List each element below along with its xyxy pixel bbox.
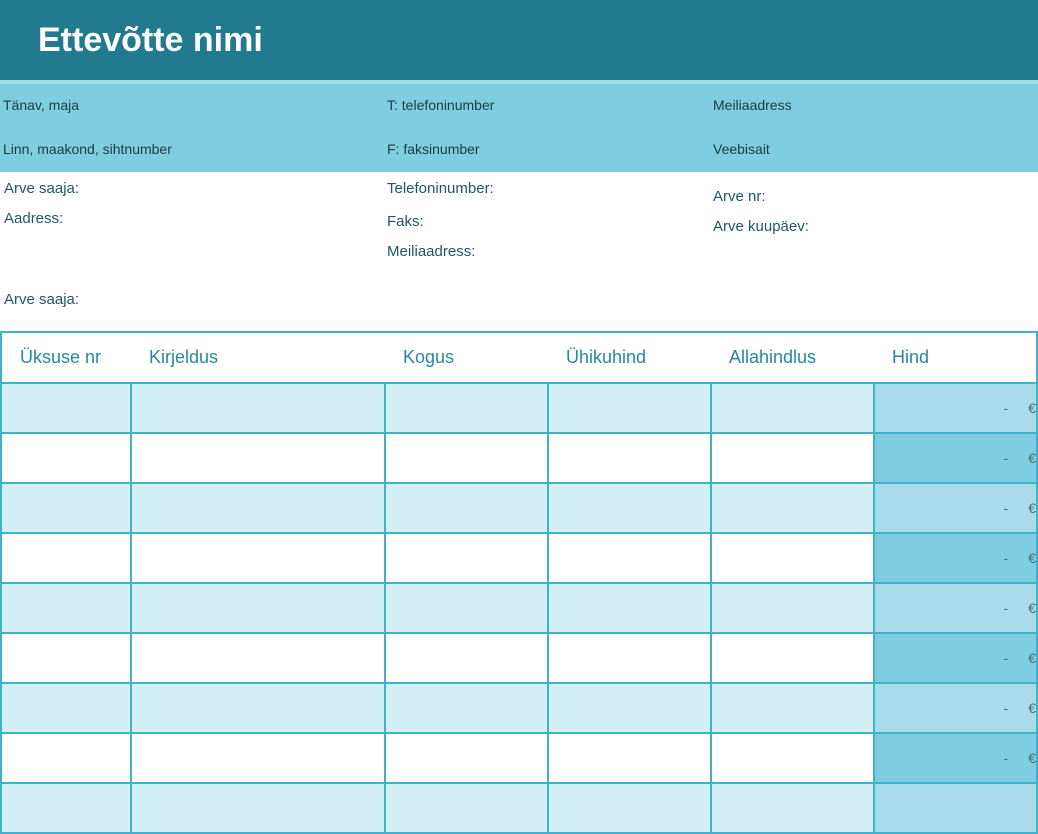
- email-address[interactable]: Meiliaadress: [713, 97, 792, 113]
- cell-quantity[interactable]: [385, 733, 548, 783]
- table-row: [1, 683, 1037, 733]
- currency-symbol: €: [1028, 650, 1036, 666]
- price-value: -: [1003, 550, 1009, 566]
- cell-quantity[interactable]: [385, 633, 548, 683]
- cell-description[interactable]: [131, 583, 385, 633]
- company-header: [0, 0, 1038, 80]
- cell-unit-price[interactable]: [548, 433, 711, 483]
- price-value: -: [1003, 650, 1009, 666]
- cell-price[interactable]: [874, 433, 1037, 483]
- cell-quantity[interactable]: [385, 533, 548, 583]
- cell-price[interactable]: [874, 733, 1037, 783]
- cell-discount[interactable]: [711, 733, 874, 783]
- currency-symbol: €: [1028, 750, 1036, 766]
- table-row: [1, 783, 1037, 833]
- website[interactable]: Veebisait: [713, 141, 770, 157]
- cell-unit-price[interactable]: [548, 683, 711, 733]
- cell-unit-price[interactable]: [548, 733, 711, 783]
- cell-description[interactable]: [131, 483, 385, 533]
- phone-number[interactable]: T: telefoninumber: [387, 97, 495, 113]
- cell-item-number[interactable]: [1, 583, 131, 633]
- cell-discount[interactable]: [711, 383, 874, 433]
- table-row: [1, 433, 1037, 483]
- cell-quantity[interactable]: [385, 583, 548, 633]
- cell-quantity[interactable]: [385, 383, 548, 433]
- cell-discount[interactable]: [711, 683, 874, 733]
- invoice-items-table: [0, 331, 1038, 834]
- table-row: [1, 633, 1037, 683]
- cell-price[interactable]: [874, 483, 1037, 533]
- bill-phone-label[interactable]: Telefoninumber:: [387, 180, 494, 197]
- cell-item-number[interactable]: [1, 633, 131, 683]
- cell-quantity[interactable]: [385, 433, 548, 483]
- bill-fax-label[interactable]: Faks:: [387, 213, 424, 230]
- cell-price[interactable]: [874, 633, 1037, 683]
- cell-quantity[interactable]: [385, 783, 548, 833]
- currency-symbol: €: [1028, 400, 1036, 416]
- cell-price[interactable]: [874, 783, 1037, 833]
- fax-number[interactable]: F: faksinumber: [387, 141, 480, 157]
- price-value: -: [1003, 450, 1009, 466]
- cell-description[interactable]: [131, 783, 385, 833]
- cell-discount[interactable]: [711, 783, 874, 833]
- header-quantity[interactable]: Kogus: [385, 332, 548, 383]
- contact-band: [0, 84, 1038, 172]
- cell-unit-price[interactable]: [548, 383, 711, 433]
- currency-symbol: €: [1028, 550, 1036, 566]
- bill-to-label[interactable]: Arve saaja:: [4, 180, 80, 197]
- price-value: -: [1003, 700, 1009, 716]
- cell-description[interactable]: [131, 533, 385, 583]
- table-header-row: [1, 332, 1037, 383]
- invoice-date-label[interactable]: Arve kuupäev:: [713, 218, 809, 235]
- cell-discount[interactable]: [711, 433, 874, 483]
- header-price[interactable]: Hind: [874, 332, 1037, 383]
- header-description[interactable]: Kirjeldus: [131, 332, 385, 383]
- currency-symbol: €: [1028, 500, 1036, 516]
- cell-description[interactable]: [131, 383, 385, 433]
- cell-description[interactable]: [131, 733, 385, 783]
- table-row: [1, 383, 1037, 433]
- cell-item-number[interactable]: [1, 733, 131, 783]
- price-value: -: [1003, 600, 1009, 616]
- cell-discount[interactable]: [711, 633, 874, 683]
- cell-discount[interactable]: [711, 533, 874, 583]
- cell-item-number[interactable]: [1, 683, 131, 733]
- bill-email-label[interactable]: Meiliaadress:: [387, 243, 476, 260]
- cell-unit-price[interactable]: [548, 583, 711, 633]
- cell-discount[interactable]: [711, 583, 874, 633]
- price-value: -: [1003, 750, 1009, 766]
- invoice-number-label[interactable]: Arve nr:: [713, 188, 766, 205]
- cell-unit-price[interactable]: [548, 633, 711, 683]
- header-unit-price[interactable]: Ühikuhind: [548, 332, 711, 383]
- cell-item-number[interactable]: [1, 533, 131, 583]
- city-address[interactable]: Linn, maakond, sihtnumber: [3, 141, 172, 157]
- currency-symbol: €: [1028, 450, 1036, 466]
- cell-price[interactable]: [874, 683, 1037, 733]
- company-name[interactable]: Ettevõtte nimi: [38, 21, 263, 59]
- street-address[interactable]: Tänav, maja: [3, 97, 79, 113]
- header-discount[interactable]: Allahindlus: [711, 332, 874, 383]
- cell-description[interactable]: [131, 633, 385, 683]
- cell-unit-price[interactable]: [548, 783, 711, 833]
- table-row: [1, 483, 1037, 533]
- cell-item-number[interactable]: [1, 783, 131, 833]
- cell-item-number[interactable]: [1, 483, 131, 533]
- cell-unit-price[interactable]: [548, 533, 711, 583]
- currency-symbol: €: [1028, 600, 1036, 616]
- cell-unit-price[interactable]: [548, 483, 711, 533]
- table-row: [1, 533, 1037, 583]
- table-row: [1, 583, 1037, 633]
- cell-price[interactable]: [874, 583, 1037, 633]
- price-value: -: [1003, 400, 1009, 416]
- cell-discount[interactable]: [711, 483, 874, 533]
- address-label[interactable]: Aadress:: [4, 210, 64, 227]
- cell-item-number[interactable]: [1, 383, 131, 433]
- cell-quantity[interactable]: [385, 483, 548, 533]
- currency-symbol: €: [1028, 700, 1036, 716]
- cell-price[interactable]: [874, 383, 1037, 433]
- cell-item-number[interactable]: [1, 433, 131, 483]
- table-row: [1, 733, 1037, 783]
- cell-description[interactable]: [131, 683, 385, 733]
- cell-description[interactable]: [131, 433, 385, 483]
- cell-quantity[interactable]: [385, 683, 548, 733]
- ship-to-label[interactable]: Arve saaja:: [4, 291, 80, 308]
- price-value: -: [1003, 500, 1009, 516]
- header-item-number[interactable]: Üksuse nr: [1, 332, 131, 383]
- cell-price[interactable]: [874, 533, 1037, 583]
